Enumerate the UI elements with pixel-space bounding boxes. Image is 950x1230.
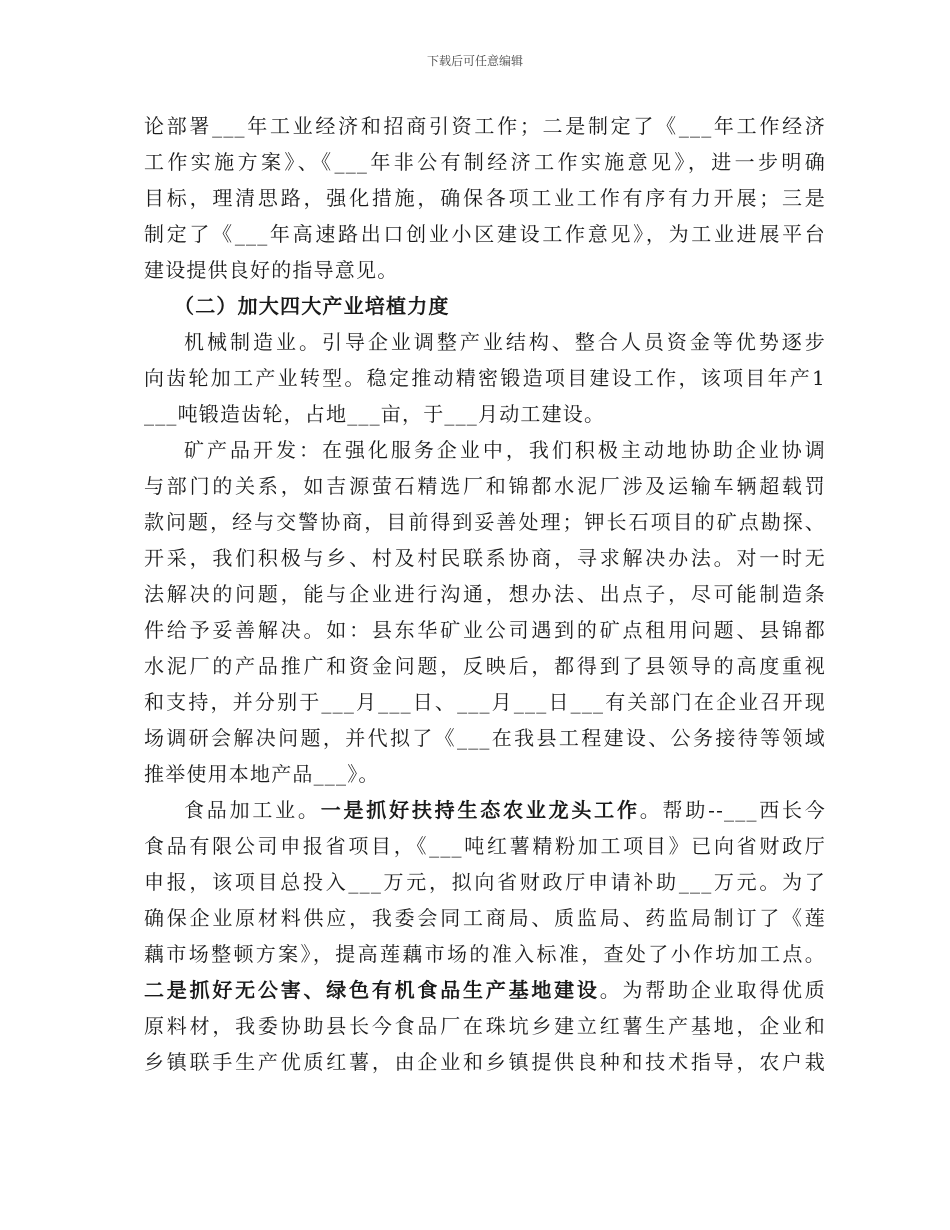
text-line: 开采，我们积极与乡、村及村民联系协商，寻求解决办法。对一时无 xyxy=(144,546,826,570)
section-heading: （二）加大四大产业培植力度 xyxy=(174,294,450,318)
text-segment: 。帮助--___西长今 xyxy=(639,798,827,822)
text-line: 矿产品开发：在强化服务企业中，我们积极主动地协助企业协调 xyxy=(184,438,826,462)
text-line xyxy=(144,792,826,828)
text-line: 目标，理清思路，强化措施，确保各项工业工作有序有力开展；三是 xyxy=(144,186,826,210)
text-line: 申报，该项目总投入___万元，拟向省财政厅申请补助___万元。为了 xyxy=(144,870,826,894)
text-line: 确保企业原材料供应，我委会同工商局、质监局、药监局制订了《莲 xyxy=(144,906,826,930)
text-line: 藕市场整顿方案》，提高莲藕市场的准入标准，查处了小作坊加工点。 xyxy=(144,942,826,966)
bold-phrase: 二是抓好无公害、绿色有机食品生产基地建设 xyxy=(144,978,600,1002)
text-line: 件给予妥善解决。如：县东华矿业公司遇到的矿点租用问题、县锦都 xyxy=(144,618,826,642)
text-line: 制定了《___年高速路出口创业小区建设工作意见》，为工业进展平台 xyxy=(144,222,826,246)
text-line: ___吨锻造齿轮，占地___亩，于___月动工建设。 xyxy=(144,402,606,426)
text-line: 建设提供良好的指导意见。 xyxy=(144,258,399,282)
text-line: 款问题，经与交警协商，目前得到妥善处理；钾长石项目的矿点勘探、 xyxy=(144,510,826,534)
text-line xyxy=(144,972,826,1008)
text-line: 和支持，并分别于___月___日、___月___日___有关部门在企业召开现 xyxy=(144,690,826,714)
text-line: 工作实施方案》、《___年非公有制经济工作实施意见》，进一步明确 xyxy=(144,150,826,174)
text-line: 推举使用本地产品___》。 xyxy=(144,762,380,786)
text-segment: 食品加工业。 xyxy=(184,798,321,822)
page-header: 下载后可任意编辑 xyxy=(426,54,523,68)
text-line: 机械制造业。引导企业调整产业结构、整合人员资金等优势逐步 xyxy=(184,330,826,354)
text-line: 法解决的问题，能与企业进行沟通，想办法、出点子，尽可能制造条 xyxy=(144,582,826,606)
text-line: 向齿轮加工产业转型。稳定推动精密锻造项目建设工作，该项目年产1 xyxy=(144,366,826,390)
text-segment: 。为帮助企业取得优质 xyxy=(599,978,827,1002)
text-line: 原料材，我委协助县长今食品厂在珠坑乡建立红薯生产基地，企业和 xyxy=(144,1014,826,1038)
text-line: 论部署___年工业经济和招商引资工作；二是制定了《___年工作经济 xyxy=(144,114,826,138)
text-line: 乡镇联手生产优质红薯，由企业和乡镇提供良种和技术指导，农户栽 xyxy=(144,1050,826,1074)
body-text xyxy=(144,108,826,1080)
text-line: 水泥厂的产品推广和资金问题，反映后，都得到了县领导的高度重视 xyxy=(144,654,826,678)
bold-phrase: 一是抓好扶持生态农业龙头工作 xyxy=(320,798,640,822)
text-line: 与部门的关系，如吉源萤石精选厂和锦都水泥厂涉及运输车辆超载罚 xyxy=(144,474,826,498)
text-line: 场调研会解决问题，并代拟了《___在我县工程建设、公务接待等领域 xyxy=(144,726,826,750)
text-line: 食品有限公司申报省项目，《___吨红薯精粉加工项目》已向省财政厅 xyxy=(144,834,826,858)
